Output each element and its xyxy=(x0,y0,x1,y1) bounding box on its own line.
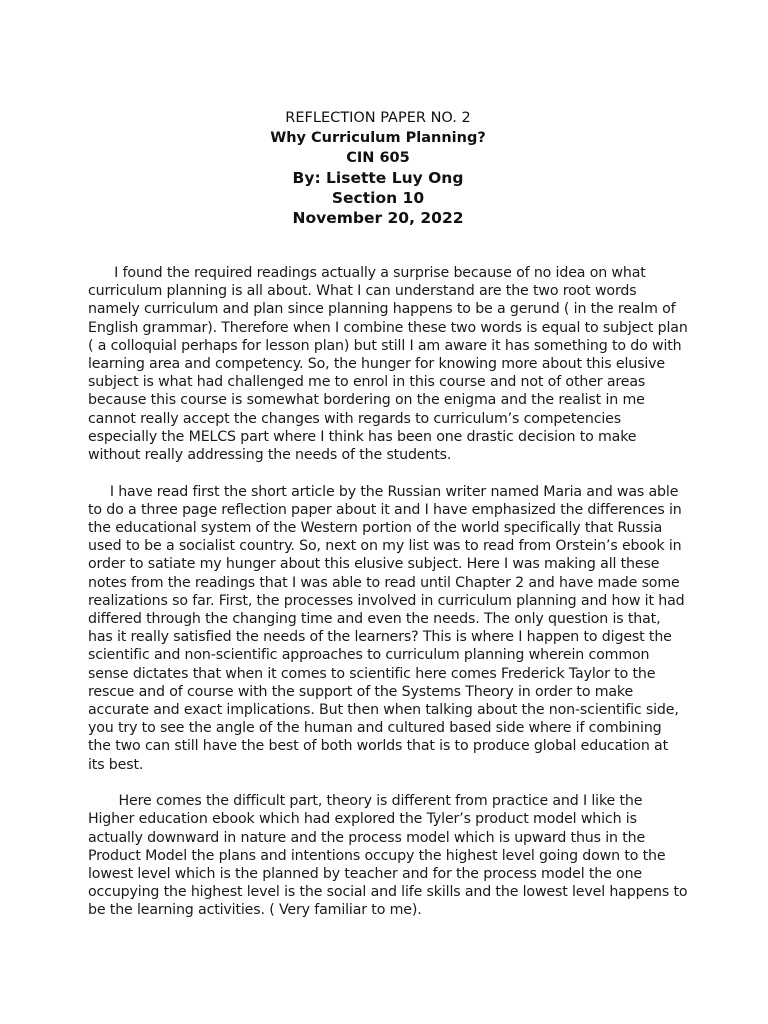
paragraph-2: I have read first the short article by the Russian writer named Maria and was able to do a three page reflection paper about it and I have emphasized the differences in the educational system of the Western portion of the world specifically that Russia used to be a socialist country. So, next on my list was to read from Orstein’s ebook in order to satiate my hunger about this elusive subject. Here I was making all these notes from the readings that I was able to read until Chapter 2 and have made some realizations so far. First, the processes involved in curriculum planning and how it had differed through the changing time and even the needs. The only question is that, has it really satisfied the needs of the learners? This is where I happen to digest the scientific and non-scientific approaches to curriculum planning wherein common sense dictates that when it comes to scientific here comes Frederick Taylor to the rescue and of course with the support of the Systems Theory in order to make accurate and exact implications. But then when talking about the non-scientific side, you try to see the angle of the human and cultured based side where if combining the two can still have the best of both worlds that is to produce global education at its best. xyxy=(88,483,689,773)
date-line: November 20, 2022 xyxy=(292,209,464,227)
paper-title: REFLECTION PAPER NO. 2 xyxy=(285,110,471,126)
document-header xyxy=(68,108,688,228)
document-body xyxy=(88,264,693,920)
paragraph-3: Here comes the difficult part, theory is different from practice and I like the Higher education ebook which had explored the Tyler’s product model which is actually downward in nature and the process model which is upward thus in the Product Model the plans and intentions occupy the highest level going down to the lowest level which is the planned by teacher and for the process model the one occupying the highest level is the social and life skills and the lowest level happens to be the learning activities. ( Very familiar to me). xyxy=(88,793,692,919)
author-line: By: Lisette Luy Ong xyxy=(292,169,464,187)
document-page xyxy=(88,108,693,938)
paper-subtitle: Why Curriculum Planning? xyxy=(270,130,486,146)
course-code: CIN 605 xyxy=(346,150,410,166)
section-line: Section 10 xyxy=(331,189,425,207)
paragraph-1: I found the required readings actually a surprise because of no idea on what curriculum planning is all about. What I can understand are the two root words namely curriculum and plan since planning happens to be a gerund ( in the realm of English grammar). Therefore when I combine these two words is equal to subject plan ( a colloquial perhaps for lesson plan) but still I am aware it has something to do with learning area and competency. So, the hunger for knowing more about this elusive subject is what had challenged me to enrol in this course and not of other areas because this course is somewhat bordering on the enigma and the realist in me cannot really accept the changes with regards to curriculum’s competencies especially the MELCS part where I think has been one drastic decision to make without really addressing the needs of the students. xyxy=(88,265,693,464)
